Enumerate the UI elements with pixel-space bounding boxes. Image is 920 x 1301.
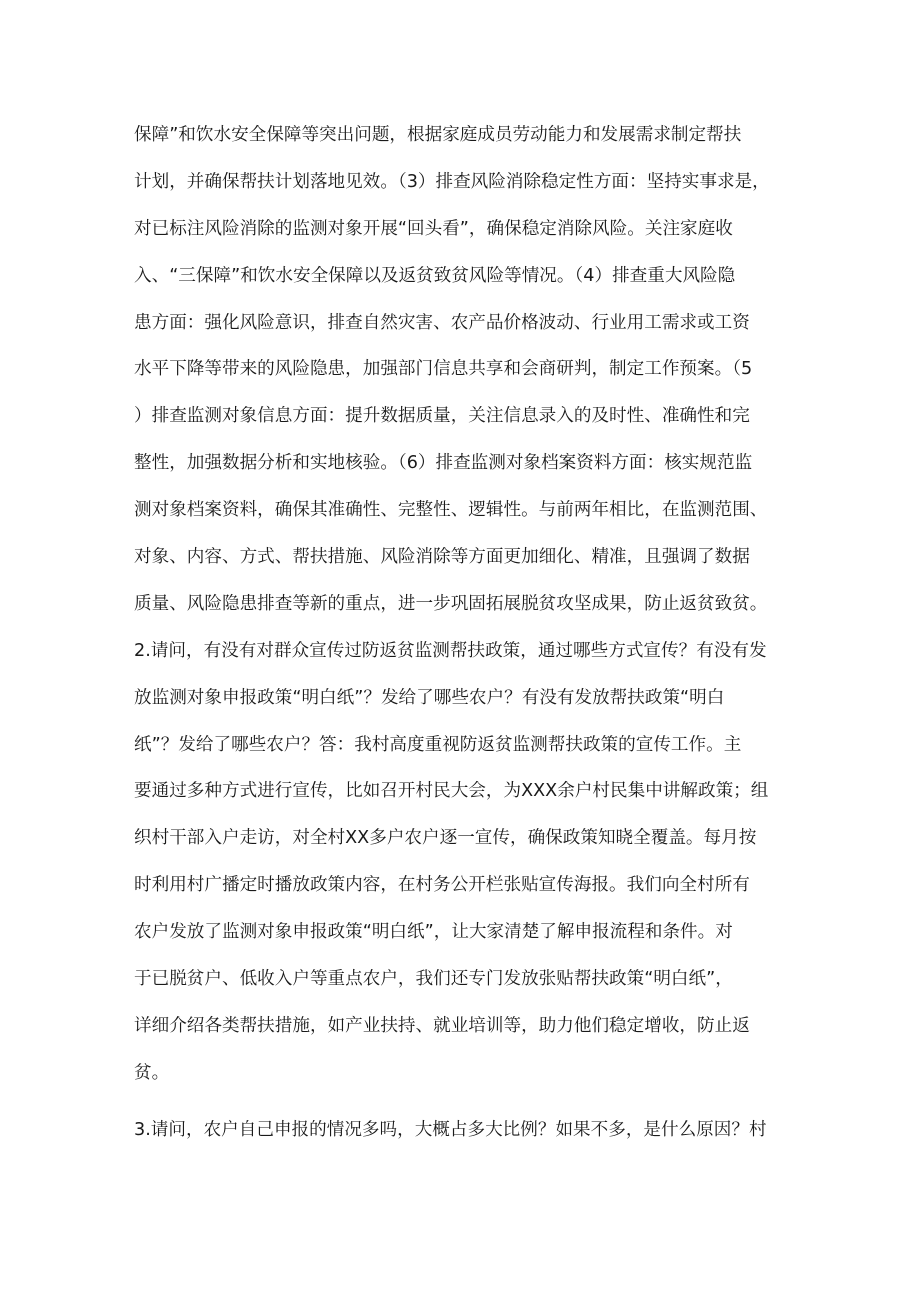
- paragraph-3: [134, 1107, 794, 1154]
- question-line: 3.请问，农户自己申报的情况多吗，大概占多大比例？如果不多，是什么原因？村: [134, 1119, 767, 1140]
- text-line: ）排查监测对象信息方面：提升数据质量，关注信息录入的及时性、准确性和完: [134, 406, 750, 427]
- text-line: 放监测对象申报政策“明白纸”？发给了哪些农户？有没有发放帮扶政策“明白: [134, 687, 725, 708]
- text-line: 质量、风险隐患排查等新的重点，进一步巩固拓展脱贫攻坚成果，防止返贫致贫。: [134, 593, 768, 614]
- paragraph-spacer: [134, 1097, 794, 1107]
- text-line: 详细介绍各类帮扶措施，如产业扶持、就业培训等，助力他们稳定增收，防止返: [134, 1015, 750, 1036]
- text-line: 计划，并确保帮扶计划落地见效。（3）排查风险消除稳定性方面：坚持实事求是，: [134, 171, 770, 192]
- text-line: 水平下降等带来的风险隐患，加强部门信息共享和会商研判，制定工作预案。（5: [134, 359, 753, 380]
- paragraph-1: [134, 112, 794, 628]
- text-line: 农户发放了监测对象申报政策“明白纸”，让大家清楚了解申报流程和条件。对: [134, 922, 733, 943]
- question-line: 2.请问，有没有对群众宣传过防返贫监测帮扶政策，通过哪些方式宣传？有没有发: [134, 640, 767, 661]
- text-line: 对已标注风险消除的监测对象开展“回头看”，确保稳定消除风险。关注家庭收: [134, 218, 733, 239]
- text-line: 对象、内容、方式、帮扶措施、风险消除等方面更加细化、精准，且强调了数据: [134, 547, 750, 568]
- text-line: 织村干部入户走访，对全村XX多户农户逐一宣传，确保政策知晓全覆盖。每月按: [134, 828, 757, 849]
- text-line: 于已脱贫户、低收入户等重点农户，我们还专门发放张贴帮扶政策“明白纸”，: [134, 969, 733, 990]
- paragraph-2: [134, 628, 794, 1097]
- text-line: 入、“三保障”和饮水安全保障以及返贫致贫风险等情况。（4）排查重大风险隐: [134, 265, 736, 286]
- text-line: 保障”和饮水安全保障等突出问题，根据家庭成员劳动能力和发展需求制定帮扶: [134, 125, 742, 145]
- text-line: 患方面：强化风险意识，排查自然灾害、农产品价格波动、行业用工需求或工资: [134, 312, 750, 333]
- text-line: 贫。: [134, 1062, 170, 1083]
- text-line: 整性，加强数据分析和实地核验。（6）排查监测对象档案资料方面：核实规范监: [134, 453, 753, 474]
- text-line: 时利用村广播定时播放政策内容，在村务公开栏张贴宣传海报。我们向全村所有: [134, 875, 750, 896]
- text-line: 要通过多种方式进行宣传，比如召开村民大会，为XXX余户村民集中讲解政策；组: [134, 781, 769, 802]
- text-line: 测对象档案资料，确保其准确性、完整性、逻辑性。与前两年相比，在监测范围、: [134, 500, 768, 521]
- document-body: [134, 112, 794, 1154]
- text-line: 纸”？发给了哪些农户？答：我村高度重视防返贫监测帮扶政策的宣传工作。主: [134, 734, 742, 755]
